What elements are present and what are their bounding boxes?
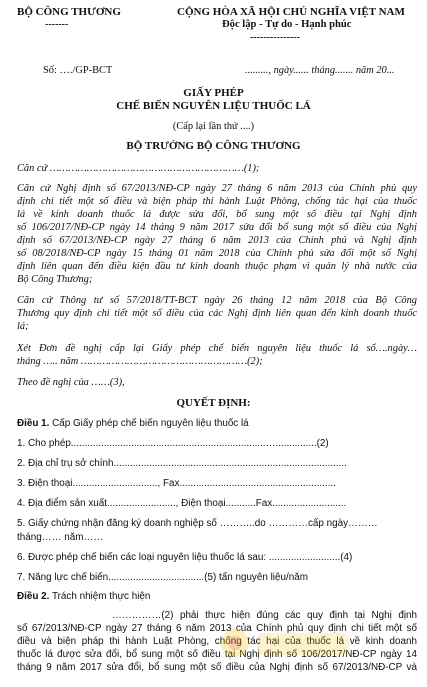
article-2-line: số 67/2013/NĐ-CP ngày 27 tháng 6 năm 2013 của Chính phủ quy định chi tiết một số — [17, 623, 417, 634]
article-1-item: 3. Điện thoại..............................., Fax......................................................... — [17, 478, 336, 489]
article-1-item: 4. Địa điểm sản xuất........................., Điện thoại...........Fax........................... — [17, 498, 347, 509]
motto: Độc lập - Tự do - Hạnh phúc — [222, 19, 352, 30]
republic-title: CỘNG HÒA XÃ HỘI CHỦ NGHĨA VIỆT NAM — [177, 6, 405, 18]
application-line: Xét Đơn đề nghị cấp lại Giấy phép chế biến nguyên liệu thuốc lá số….ngày… — [17, 343, 417, 354]
article-2-line: thuốc lá được sửa đổi, bổ sung một số điều tại Nghị định số 106/2017/NĐ-CP ngày 14 — [17, 649, 417, 660]
article-1-item: tháng…… năm…… — [17, 532, 104, 543]
article-1-item: 5. Giấy chứng nhận đăng ký doanh nghiệp số ………..do …………cấp ngày……… — [17, 518, 378, 529]
article-1-number: Điều 1. — [17, 418, 50, 429]
document-number: Số: …./GP-BCT — [43, 65, 113, 76]
application-line: tháng ….. năm ………………………………………………(2); — [17, 356, 263, 367]
article-2-line: ……………(2) phải thực hiện đúng các quy định tại Nghị định — [112, 610, 417, 621]
article-1-title: Cấp Giấy phép chế biến nguyên liệu thuốc lá — [49, 418, 249, 429]
issuing-authority: BỘ TRƯỞNG BỘ CÔNG THƯƠNG — [126, 140, 301, 152]
legal-basis-2-line: lá về kinh doanh thuốc lá được sửa đổi, bổ sung một số điều tại Nghị định — [17, 209, 417, 220]
document-subtitle: CHẾ BIẾN NGUYÊN LIỆU THUỐC LÁ — [116, 100, 311, 112]
legal-basis-3-line: Thương quy định chi tiết một số điều của các Nghị định liên quan đến kinh doanh thuốc — [17, 308, 417, 319]
decision-title: QUYẾT ĐỊNH: — [176, 397, 251, 409]
legal-basis-2-line: Bộ Công Thương; — [17, 274, 93, 285]
article-2-line: điều và biện pháp thi hành Luật Phòng, chống tác hại của thuốc lá về kinh doanh — [17, 636, 417, 647]
ministry-name: BỘ CÔNG THƯƠNG — [17, 6, 121, 18]
watermark-logo — [215, 621, 355, 667]
article-1-item: 7. Năng lực chế biến...................................(5) tấn nguyên liệu/năm — [17, 572, 308, 583]
article-1-heading — [17, 417, 249, 430]
legal-basis-2-line: định liên quan đến điều kiện đầu tư kinh doanh thuộc phạm vi quản lý nhà nước của — [17, 261, 417, 272]
reissue-note: (Cấp lại lần thứ ....) — [172, 121, 255, 132]
motto-rule: --------------- — [250, 32, 300, 43]
article-2-number: Điều 2. — [17, 591, 50, 602]
article-1-item: 6. Được phép chế biến các loại nguyên liệu thuốc lá sau: ..........................(4) — [17, 552, 353, 563]
article-1-item: 1. Cho phép.......................................................................…...............(2) — [17, 438, 329, 449]
ministry-rule: ------- — [45, 19, 69, 30]
legal-basis-2-line: định chi tiết một số điều và biện pháp thi hành Luật Phòng, chống tác hại của thuốc — [17, 196, 417, 207]
article-2-heading — [17, 590, 150, 603]
article-1-item: 2. Địa chỉ trụ sở chính..................................................................................... — [17, 458, 347, 469]
legal-basis-1: Căn cứ ………………………………………………………(1); — [17, 163, 260, 174]
legal-basis-3-line: Căn cứ Thông tư số 57/2018/TT-BCT ngày 26 tháng 12 năm 2018 của Bộ Công — [17, 295, 417, 306]
legal-basis-2-line: định số 67/2013/NĐ-CP ngày 27 tháng 6 năm 2013 của Chính phủ và Nghị định — [17, 235, 417, 246]
legal-basis-2-line: số 08/2018/NĐ-CP ngày 15 tháng 01 năm 2018 của Chính phủ sửa đổi một số Nghị — [17, 248, 417, 259]
legal-basis-3-line: lá; — [17, 321, 29, 332]
place-date: ........., ngày...... tháng....... năm 20... — [245, 65, 395, 76]
document-title: GIẤY PHÉP — [183, 87, 244, 99]
article-2-title: Trách nhiệm thực hiện — [49, 591, 151, 602]
legal-basis-2-line: Căn cứ Nghị định số 67/2013/NĐ-CP ngày 27 tháng 6 năm 2013 của Chính phủ quy — [17, 183, 417, 194]
proposal-line: Theo đề nghị của ……(3), — [17, 377, 125, 388]
article-2-line: tháng 9 năm 2017 sửa đổi, bổ sung một số điều của Nghị định số 67/2013/NĐ-CP và — [17, 662, 417, 673]
legal-basis-2-line: số 106/2017/NĐ-CP ngày 14 tháng 9 năm 2017 sửa đổi bổ sung một số điều của Nghị — [17, 222, 417, 233]
